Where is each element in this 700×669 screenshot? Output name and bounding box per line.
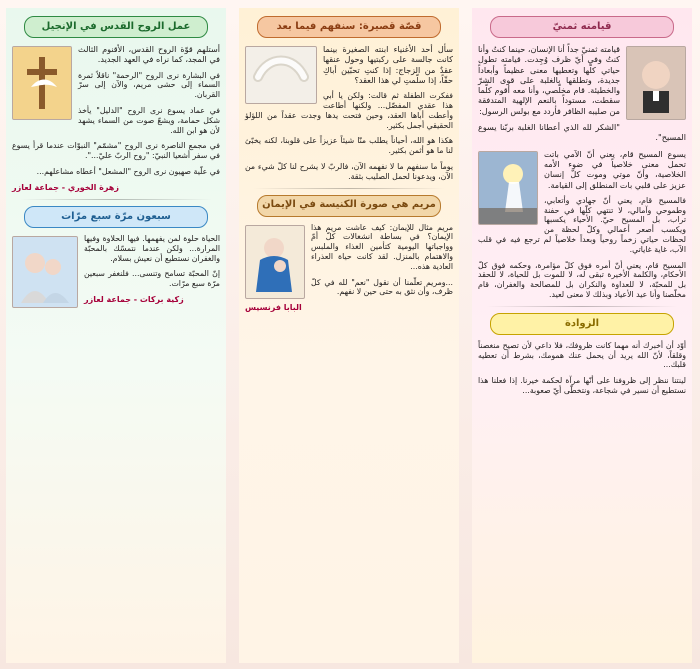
dove-cross-image (12, 46, 72, 120)
column-middle (239, 8, 459, 663)
signature: البابا فرنسيس (245, 303, 302, 313)
portrait-image (626, 46, 686, 120)
section-title: عمل الروح القدس في الإنجيل (24, 16, 208, 38)
article-paragraph: أوّد أن أخبرك أنه مهما كانت ظروفك، فلا داعي لأن تصيح منغصناً وقلقاً، لأنّ الله يريد أن يحمل عنك همومك، بشرط أن تعطيه قلبك... (478, 340, 686, 370)
article-paragraph: في مجمع الناصرة نرى الروح "مشمّم" النبوّات عندما قرأ يسوع في سفر أشعيا النبيّ: "روح الربّ عليّ...". (12, 141, 220, 161)
separator (253, 188, 445, 189)
resurrection-image (478, 151, 538, 225)
article-paragraph: قيامته ثمنيّ جداً أنا الإنسان، حينما كنتُ وأنا كنتُ وفي أيّ ظرف وُجِدت. قيامته تطول حياتي كلّها وتعطيها معنى عظيماً وأبعاداً جديدة، وتطلقها بالغلبة على قوى الشرّ والخطيئة. قام مخلّصي، وأنا معه أقوم كلّما سقطت، مستوداً بالنعم الإلهية المتدفقة من صليبه الظافر فأردد مع بولس الرسول: (477, 44, 620, 116)
article-paragraph: أستلهم قوّة الروح القدس، الأقنوم الثالث في المجد، كما نراه في العهد الجديد. (78, 44, 220, 65)
article-paragraph: الحياة حلوة لمن يفهمها. فيها الحلاوة وفيها المرارة... ولكن عندما نتمسّك بالمحبّة والغفران نستطيع أن نعيش بسلام. (84, 234, 220, 263)
section-title: الزوادة (490, 313, 674, 335)
article-paragraph: في علّية صهيون نرى الروح "المشعل" أعطاه مشاعلهم... (36, 166, 220, 176)
signature: زكية بركات - جماعة لعازر (84, 295, 184, 305)
article-paragraph: مريم مثال للإيمان: كيف عاشت مريم هذا الإيمان؟ في بساطة انشغالات كلّ أمّ وواجباتها اليومية كتأمين الغذاء والملبس والاهتمام بالمنزل. لقد كانت حياة العذراء العادية هذه... (311, 222, 453, 271)
article-paragraph: في عماد يسوع نرى الروح "الدليل" يأخذ شكل حمامة، ويشعّ صوت من السماء يشهد لأن هو ابن الله. (78, 105, 220, 135)
section-title: مريم هي صورة الكنيسة في الإيمان (257, 195, 441, 217)
article-paragraph: يسوع المسيح قام، يعني أنّ الآمي باتت تحمل معنى خلاصياً في ضوء الأمه الخلاصية، وأنّ موتي وموت كلّ إنسان عزيز على قلبي بات المنطلق إلى القيامة. (544, 148, 686, 190)
section-title: سبعون مرّة سبع مرّات (24, 206, 208, 228)
column-left (6, 8, 226, 663)
article-paragraph: في البشارة نرى الروح "الرحمة" ناقلاً ثمرة السماء إلى حشى مريم، والآن إلى سرّ القربان. (78, 70, 220, 100)
article-paragraph: هكذا هو الله، أحياناً يطلب منّا شيئاً عزيزاً على قلوبنا، لكنه يخبّئ لنا ما هو أثمن بكثير. (245, 136, 453, 156)
separator (20, 199, 212, 200)
mary-image (245, 225, 305, 299)
article-paragraph: المسيح قام، يعني أنّ أمره فوق كلّ مؤامرة، وحكمه فوق كلّ الأحكام، والكلمة الأخيرة تبقى له، لا للموت بل للحياة، لا للحقد بل للمحبّة، لا للعداوة والنكران بل للمصالحة والغفران، قام مخلّصنا وأنا عيد الأعياد وبذلك لا معنى لعيد. (478, 260, 686, 300)
jesus-child-image (12, 236, 78, 308)
article-paragraph: سأل أحد الأغنياء ابنته الصغيرة بينما كانت جالسة على ركبتيها وحول عنقها عقدٌ من الزجاج: إذا كنتِ تحبّين أباكِ حقّاً، إذا سلّمتِ لي هذا العقد؟ (323, 44, 453, 85)
article-paragraph: يوماً ما سنفهم ما لا نفهمه الآن، فالربّ لا يشرح لنا كلّ شيء من الآن، ويدعونا لحمل الصليب بثقة. (245, 161, 453, 181)
separator (486, 306, 678, 307)
article-paragraph: إنّ المحبّة تسامح وتنسى... فلنغفر سبعين مرّة سبع مرّات. (84, 269, 220, 289)
article-paragraph: ففكرت الطفلة ثم قالت: ولكن يا أبي هذا عقدي المفضّل... ولكنها أطاعت وأعطت أباها العقد، وحين فتحت يدها وجدت عقداً من اللؤلؤ الحقيقي أجمل بكثير. (245, 91, 453, 130)
section-title: قصّة قصيرة: سنفهم فيما بعد (257, 16, 441, 38)
signature: زهرة الخوري - جماعة لعازر (12, 182, 119, 192)
column-right (472, 8, 692, 663)
quote-text: "الشكر لله الذي أعطانا الغلبة بربّنا يسوع المسيح". (478, 122, 686, 143)
article-paragraph: فالمسيح قام، يعني أنّ جهادي وأتعابي، وطموحي وآمالي، لا تنتهي كلّها في حفنة تراب، بل المسيح حيّ. الأحياء يكسبها ويكسب أصعر أعمالي وكلّ لحظة من لحظات حياتي زخماً روحياً وبعداً خلاصياً لم ترجع فيه في قلب الآب، غاية غاياتي. (478, 195, 686, 254)
section-title: قيامته ثمنيّ (490, 16, 674, 38)
article-paragraph: لينتنا ننظر إلى ظروفنا على أنّها مرآة لحكمة خيرنا. إذا فعلنا هذا نستطيع أن نسير في شجاعة، ونتخطّى أيّ صعوبة... (478, 376, 686, 396)
pearl-necklace-image (245, 46, 317, 104)
article-paragraph: ...ومريم تعلّمنا أن نقول "نعم" لله في كلّ ظرف، وأن نثق به حتى حين لا نفهم. (311, 277, 453, 297)
